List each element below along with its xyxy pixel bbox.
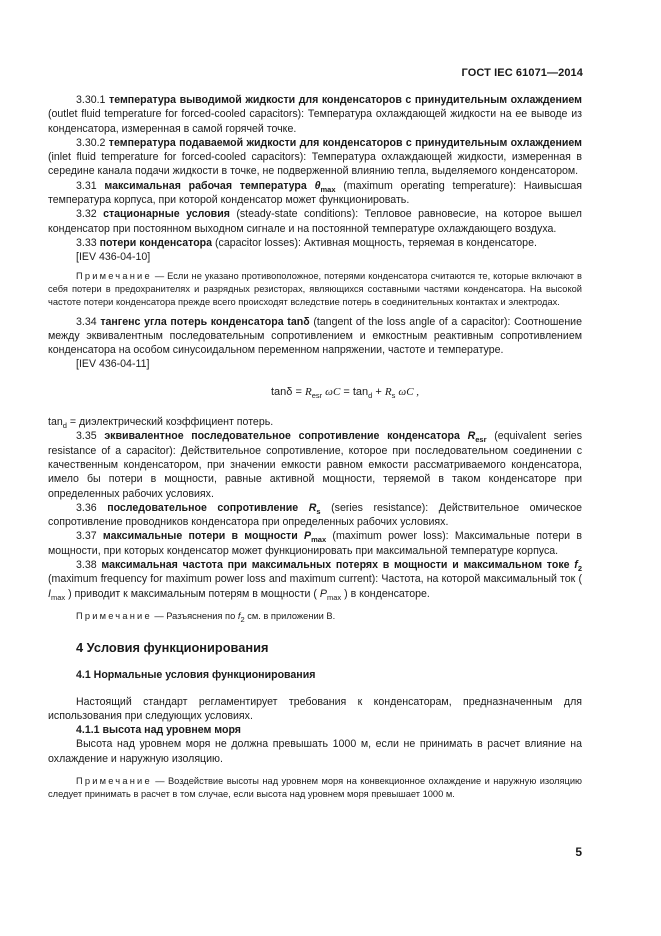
page-number: 5: [575, 845, 582, 859]
term: тангенс угла потерь конденсатора: [100, 315, 284, 328]
para-3-35: 3.35 эквивалентное последовательное сопротивление конденсатора $R_{esr}$ (equivalent series resistance of a capacitor): Действительное сопротивление, которое при последовательном соединении с качественным конденсатором, при значении емкости равном емкости рассматриваемого конденсатора, имело бы потери в мощности, равные активной мощности, теряемой в таком конденсаторе при определенных рабочих условиях.: [48, 430, 582, 500]
para-3-37: 3.37 максимальные потери в мощности $P_{max}$ (maximum power loss): Максимальные потери в мощности, при которых конденсатор может функционировать при максимальной температуре корпуса.: [48, 530, 582, 557]
para-3-30-1: [48, 93, 582, 136]
iev-reference: [IEV 436-04-10]: [76, 251, 151, 264]
clause-number: 3.38: [76, 559, 97, 572]
para-3-32: [48, 207, 582, 236]
note-text: — Воздействие высоты над уровнем моря на конвекционное охлаждение и наружную изоляцию следует принимать в расчет в том случае, если высота над уровнем моря превышает 1000 м.: [48, 775, 582, 799]
para-3-36: 3.36 последовательное сопротивление $R_s$ (series resistance): Действительное омическое сопротивление проводников конденсатора при определенных рабочих условиях.: [48, 501, 582, 529]
para-4-1: Настоящий стандарт регламентирует требования к конденсаторам, предназначенным для использования при следующих условиях.: [48, 695, 582, 722]
para-3-30-2: [48, 136, 582, 179]
term: температура подаваемой жидкости для конденсаторов с принудительным охлаждением: [108, 136, 582, 149]
term: максимальные потери в мощности: [102, 530, 298, 543]
definition: (inlet fluid temperature for forced-cooled capacitors): Температура охлаждающей жидкости, измеренная в середине канала подачи жидкости в точке, не подверженной влиянию тепла, выделяемого конденсатором.: [48, 151, 582, 178]
iev-reference: [IEV 436-04-11]: [76, 358, 150, 371]
term: максимальная рабочая температура: [104, 179, 307, 192]
definition: (capacitor losses): Активная мощность, теряемая в конденсаторе.: [215, 236, 537, 249]
clause-number: 3.30.2: [76, 136, 106, 149]
standard-header: ГОСТ IEC 61071—2014: [461, 67, 583, 79]
symbol: tanδ: [287, 315, 310, 328]
term: потери конденсатора: [99, 236, 213, 249]
section-4-1-heading: 4.1 Нормальные условия функционирования: [76, 669, 316, 682]
term: последовательное сопротивление: [107, 501, 299, 514]
clause-number: 3.35: [76, 430, 97, 443]
clause-number: 3.32: [76, 208, 97, 221]
definition: (outlet fluid temperature for forced-cooled capacitors): Температура охлаждающей жидкости на ее выводе из конденсатора, измеренная в самой горячей точке.: [48, 108, 582, 135]
symbol: f: [574, 559, 578, 572]
para-3-31: [48, 179, 582, 208]
clause-number: 3.36: [76, 501, 97, 514]
para-3-38: 3.38 максимальная частота при максимальных потерях в мощности и максимальном токе $f_2$ (maximum frequency for maximum power loss and maximum current): Частота, на которой максимальный ток ( $I_{max}$ ) приводит к максимальным потерям в мощности ( $P_{max}$ ) в конденсаторе.: [48, 559, 582, 602]
symbol: R: [308, 501, 317, 514]
term: максимальная частота при максимальных потерях в мощности и максимальном токе: [101, 559, 570, 572]
definition: (maximum power loss): Максимальные потери в мощности, при которых конденсатор может функционировать при максимальной температуре корпуса.: [48, 530, 582, 557]
definition: (equivalent series resistance of a capacitor): Действительное сопротивление, которое при последовательном соединении с качественным конденсатором, при значении емкости равном емкости рассматриваемого конденсатора, имело бы потери в мощности, равные активной мощности, теряемой в таком конденсаторе при определенных рабочих условиях.: [48, 430, 582, 500]
clause-number: 3.34: [76, 315, 97, 328]
note-losses: [48, 270, 582, 309]
para-4-1-1: Высота над уровнем моря не должна превышать 1000 м, если не принимать в расчет влияние на охлаждение и наружную изоляцию.: [48, 738, 582, 765]
note-label: Примечание: [76, 775, 152, 786]
symbol-subscript: max: [320, 184, 336, 194]
definition: (steady-state conditions): Тепловое равновесие, на которое вышел конденсатор при постоянном выходном сигнале и на постоянной температуре охлаждающего воздуха.: [48, 208, 582, 235]
para-3-33: [48, 236, 582, 250]
para-3-34: [48, 315, 582, 358]
note-label: Примечание: [76, 270, 152, 281]
note-label: Примечание: [76, 610, 152, 621]
definition: (series resistance): Действительное омическое сопротивление проводников конденсатора при определенных рабочих условиях.: [48, 501, 582, 529]
term: эквивалентное последовательное сопротивление конденсатора: [104, 430, 460, 443]
tand-definition: $\tan_d$ = диэлектрический коэффициент потерь.: [48, 416, 274, 431]
note-altitude: [48, 775, 582, 801]
section-4-1-1-heading: 4.1.1 высота над уровнем моря: [76, 724, 241, 737]
note-text: — Если не указано противоположное, потерями конденсатора считаются те, которые включают в себя потери в предохранителях и разрядных резисторах, являющихся составными частями конденсатора. На высокой частоте потери конденсатора прежде всего происходят вследствие потерь в соединительных контактах и электродах.: [48, 270, 582, 307]
clause-number: 3.37: [76, 530, 97, 543]
clause-number: 3.33: [76, 236, 97, 249]
loss-tangent-formula: $\tan\delta = R_{esr}$ $\omega C = \tan_d + R_s$ ωC ,: [270, 385, 420, 400]
note-f2: Примечание — Разъяснения по $f_2$ см. в приложении B.: [76, 610, 336, 624]
definition: (maximum operating temperature): Наивысшая температура корпуса, при которой конденсатор может функционировать.: [48, 179, 583, 207]
term: температура выводимой жидкости для конденсаторов с принудительным охлаждением: [109, 94, 582, 106]
definition: (tangent of the loss angle of a capacitor): Соотношение между эквивалентным последовательным сопротивлением и емкостным реактивным сопротивлением конденсатора на особом синусоидальном переменном напряжении, частоте и температуре.: [48, 315, 582, 357]
clause-number: 3.30.1: [76, 94, 106, 106]
section-4-heading: 4 Условия функционирования: [76, 639, 269, 655]
symbol: R: [467, 430, 476, 443]
symbol: θ: [314, 179, 321, 192]
clause-number: 3.31: [76, 179, 97, 192]
term: стационарные условия: [103, 208, 230, 221]
symbol: P: [304, 530, 312, 543]
document-body: [48, 93, 582, 807]
